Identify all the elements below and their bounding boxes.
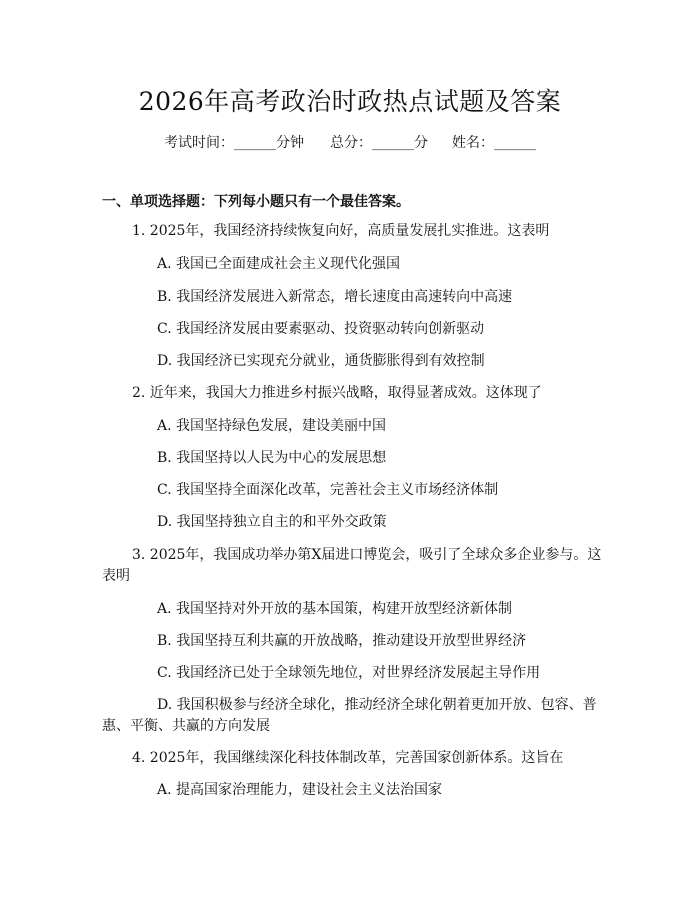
question-2-option-c: C. 我国坚持全面深化改革，完善社会主义市场经济体制	[157, 482, 499, 498]
question-1-stem: 1. 2025年，我国经济持续恢复向好，高质量发展扎实推进。这表明	[132, 223, 550, 239]
exam-time-label: 考试时间：______分钟	[164, 135, 304, 151]
question-3-option-d-continued: 惠、平衡、共赢的方向发展	[102, 718, 270, 734]
question-1-option-c: C. 我国经济发展由要素驱动、投资驱动转向创新驱动	[157, 321, 485, 337]
page-title: 2026年高考政治时政热点试题及答案	[138, 87, 562, 116]
question-3-option-d: D. 我国积极参与经济全球化，推动经济全球化朝着更加开放、包容、普	[157, 697, 597, 713]
question-3-stem-continued: 表明	[102, 568, 130, 584]
question-1-option-b: B. 我国经济发展进入新常态，增长速度由高速转向中高速	[157, 289, 513, 305]
section-heading: 一、单项选择题：下列每小题只有一个最佳答案。	[102, 194, 410, 210]
total-score-label: 总分：______分	[330, 135, 428, 151]
question-3-option-c: C. 我国经济已处于全球领先地位，对世界经济发展起主导作用	[157, 665, 541, 681]
question-2-stem: 2. 近年来，我国大力推进乡村振兴战略，取得显著成效。这体现了	[132, 385, 542, 401]
name-label: 姓名：______	[452, 135, 536, 151]
question-2-option-d: D. 我国坚持独立自主的和平外交政策	[157, 514, 387, 530]
question-3-option-b: B. 我国坚持互利共赢的开放战略，推动建设开放型世界经济	[157, 633, 527, 649]
question-2-option-a: A. 我国坚持绿色发展，建设美丽中国	[157, 418, 387, 434]
question-1-option-d: D. 我国经济已实现充分就业，通货膨胀得到有效控制	[157, 353, 485, 369]
question-4-stem: 4. 2025年，我国继续深化科技体制改革，完善国家创新体系。这旨在	[132, 750, 564, 766]
question-3-option-a: A. 我国坚持对外开放的基本国策，构建开放型经济新体制	[157, 601, 513, 617]
question-3-stem: 3. 2025年，我国成功举办第X届进口博览会，吸引了全球众多企业参与。这	[132, 547, 602, 563]
question-4-option-a: A. 提高国家治理能力，建设社会主义法治国家	[157, 782, 443, 798]
question-1-option-a: A. 我国已全面建成社会主义现代化强国	[157, 256, 401, 272]
question-2-option-b: B. 我国坚持以人民为中心的发展思想	[157, 450, 387, 466]
